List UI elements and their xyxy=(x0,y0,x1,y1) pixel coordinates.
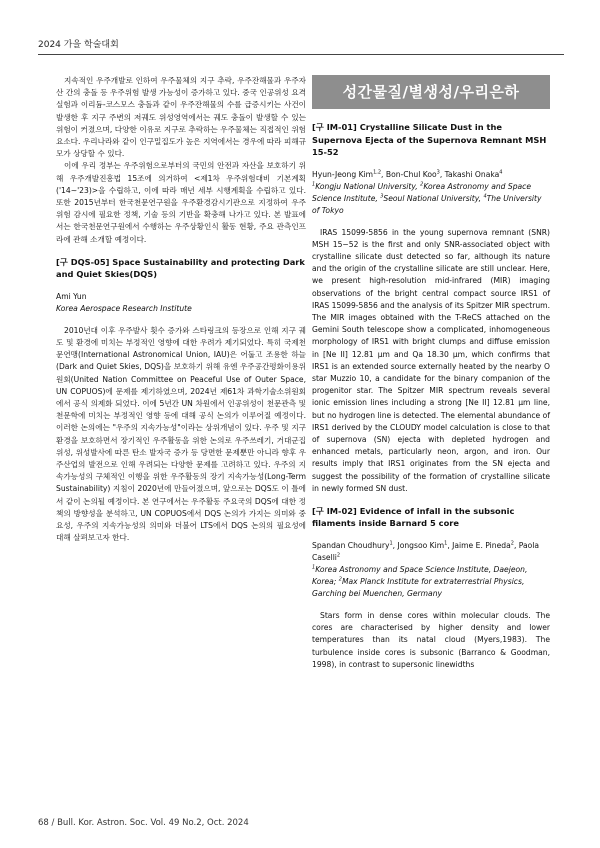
section-banner: 성간물질/별생성/우리은하 xyxy=(312,75,550,109)
abstract-paragraph-1: 지속적인 우주개발로 인하여 우주물체의 지구 추락, 우주잔해물과 우주자산 간의 충돌 등 우주위험 발생 가능성이 증가하고 있다. 중국 인공위성 요격실험과 이리듐-코스모스 충돌과 같이 우주잔해물의 수를 급증시키는 사건이 발생한 후 지구 주변의 저궤도 위성영역에서는 궤도 충돌이 발생할 수 있는 위험이 커졌으며, 다양한 이유로 지구로 추락하는 우주물체는 직접적인 위험요소다. 우리나라와 같이 인구밀집도가 높은 지역에서는 경우에 따라 피해규모가 상당할 수 있다. xyxy=(56,76,306,159)
im-01-authors: Hyun-Jeong Kim$^{1,2}$, Bon-Chul Koo$^3$, Takashi Onaka$^4$ xyxy=(312,168,503,179)
right-column xyxy=(312,75,550,671)
dqs-05-affiliation: Korea Aerospace Research Institute xyxy=(56,303,192,313)
im-02-authors: Spandan Choudhury$^1$, Jongsoo Kim$^1$, Jaime E. Pineda$^2$, Paola Caselli$^2$ xyxy=(312,540,540,562)
im-01-affiliation: $^1$Kongju National University, $^2$Korea Astronomy and Space Science Institute, $^3$Seoul National University, $^4$The University of Tokyo xyxy=(312,180,542,215)
dqs-05-author: Ami Yun xyxy=(56,291,87,301)
dqs-05-body: 2010년대 이후 우주발사 횟수 증가와 스타링크의 등장으로 인해 지구 궤도 및 환경에 미치는 부정적인 영향에 대한 우려가 제기되었다. 특히 국제천문연맹(International Astronomical Union, IAU)은 어둡고 조용한 하늘(Dark and Quiet Skies, DQS)을 보호하기 위해 유엔 우주공간평화이용위원회(United Nation Committee on Peaceful Use of Outer Space, UN COPUOS)에 문제를 제기하였으며, 2024년 제61차 과학기술소위원회에서 공식 의제화 되었다. 이에 5년간 UN 차원에서 인공위성이 천문관측 및 천문학에 미치는 부정적인 영향 등에 대해 공식 논의가 이루어질 예정이다. 이러한 논의에는 "우주의 지속가능성"이라는 상위개념이 있다. 우주 및 지구환경을 보호하면서 장기적인 우주활동을 위한 논의로 우주쓰레기, 거대군집위성, 위성발사에 따른 탄소 발자국 증가 등 당면한 문제뿐만 아니라 향후 우주산업의 발전으로 인해 우려되는 다양한 문제를 고려하고 있다. 우주의 지속가능성의 구체적인 이행을 위한 우주활동의 장기 지속가능성(Long-Term Sustainability) 지침이 2020년에 만들어졌으며, 앞으로는 DQS도 이 틀에서 같이 논의될 예정이다. 본 연구에서는 우주활동 주요국의 DQS에 대한 정책의 방향성을 분석하고, UN COPUOS에서 DQS 논의가 가지는 의미와 중요성, 우주의 지속가능성의 의미와 더불어 LTS에서 DQS 논의의 필요성에 대해 살펴보고자 한다. xyxy=(56,325,306,543)
left-column xyxy=(56,75,306,545)
abstract-paragraph-2: 이에 우리 정부는 우주위험으로부터의 국민의 안전과 자산을 보호하기 위해 우주개발진흥법 15조에 의거하여 <제1차 우주위험대비 기본계획('14~'23)>을 수립하고, 이에 따라 매년 세부 시행계획을 수립하고 있다. 또한 2015년부터 한국천문연구원을 우주환경감시기관으로 지정하여 우주위험 감시에 필요한 정책, 기술 등의 기반을 확충해 나가고 있다. 본 발표에서는 한국천문연구원에서 수행하는 우주상황인식 활동 현황, 주요 관측인프라에 관해 소개할 예정이다. xyxy=(56,161,306,244)
im-01-body: IRAS 15099-5856 in the young supernova remnant (SNR) MSH 15−52 is the first and only SNR-associated object with crystalline silicate dust detected so far, although its nature and the origin of the crystalline silicate are still unclear. Here, we present high-resolution mid-infrared (MIR) imaging observations of the bright central compact source IRS1 of IRAS 15099-5856 and the analysis of its Spitzer MIR spectrum. The MIR images obtained with the T-ReCS attached on the Gemini South telescope show a complicated, inhomogeneous morphology of IRS1 with bright clumps and diffuse emission in [Ne II] 12.81 μm and Qa 18.30 μm, which confirms that IRS1 is an extended source externally heated by the nearby O star Muzzio 10, a candidate for the binary companion of the progenitor star. The Spitzer MIR spectrum reveals several ionic emission lines including a strong [Ne II] 12.81 μm line, but no hydrogen line is detected. The elemental abundance of IRS1 derived by the CLOUDY model calculation is close to that of supernova (SN) ejecta with depleted hydrogen and enhanced metals, particularly neon, argon, and iron. Our results imply that IRS1 originates from the SN ejecta and suggest the possibility of the formation of crystalline silicate in newly formed SN dust. xyxy=(312,227,550,493)
running-header: 2024 가을 학술대회 xyxy=(38,40,119,50)
im-01-title: [구 IM-01] Crystalline Silicate Dust in the Supernova Ejecta of the Supernova Remnant MSH 15-52 xyxy=(312,122,547,157)
header-rule xyxy=(38,54,564,55)
im-02-body: Stars form in dense cores within molecular clouds. The cores are characterised by higher density and lower temperatures than its natal cloud (Myers,1983). The turbulence inside cores is subsonic (Barranco & Goodman, 1998), in contrast to supersonic linewidths xyxy=(312,610,550,669)
im-02-title: [구 IM-02] Evidence of infall in the subsonic filaments inside Barnard 5 core xyxy=(312,505,515,529)
dqs-05-title: [구 DQS-05] Space Sustainability and protecting Dark and Quiet Skies(DQS) xyxy=(56,256,305,280)
im-02-affiliation: $^1$Korea Astronomy and Space Science Institute, Daejeon, Korea; $^2$Max Planck Institute for extraterrestrial Physics, Garching bei Muenchen, Germany xyxy=(312,564,528,598)
page-footer: 68 / Bull. Kor. Astron. Soc. Vol. 49 No.2, Oct. 2024 xyxy=(38,818,249,828)
